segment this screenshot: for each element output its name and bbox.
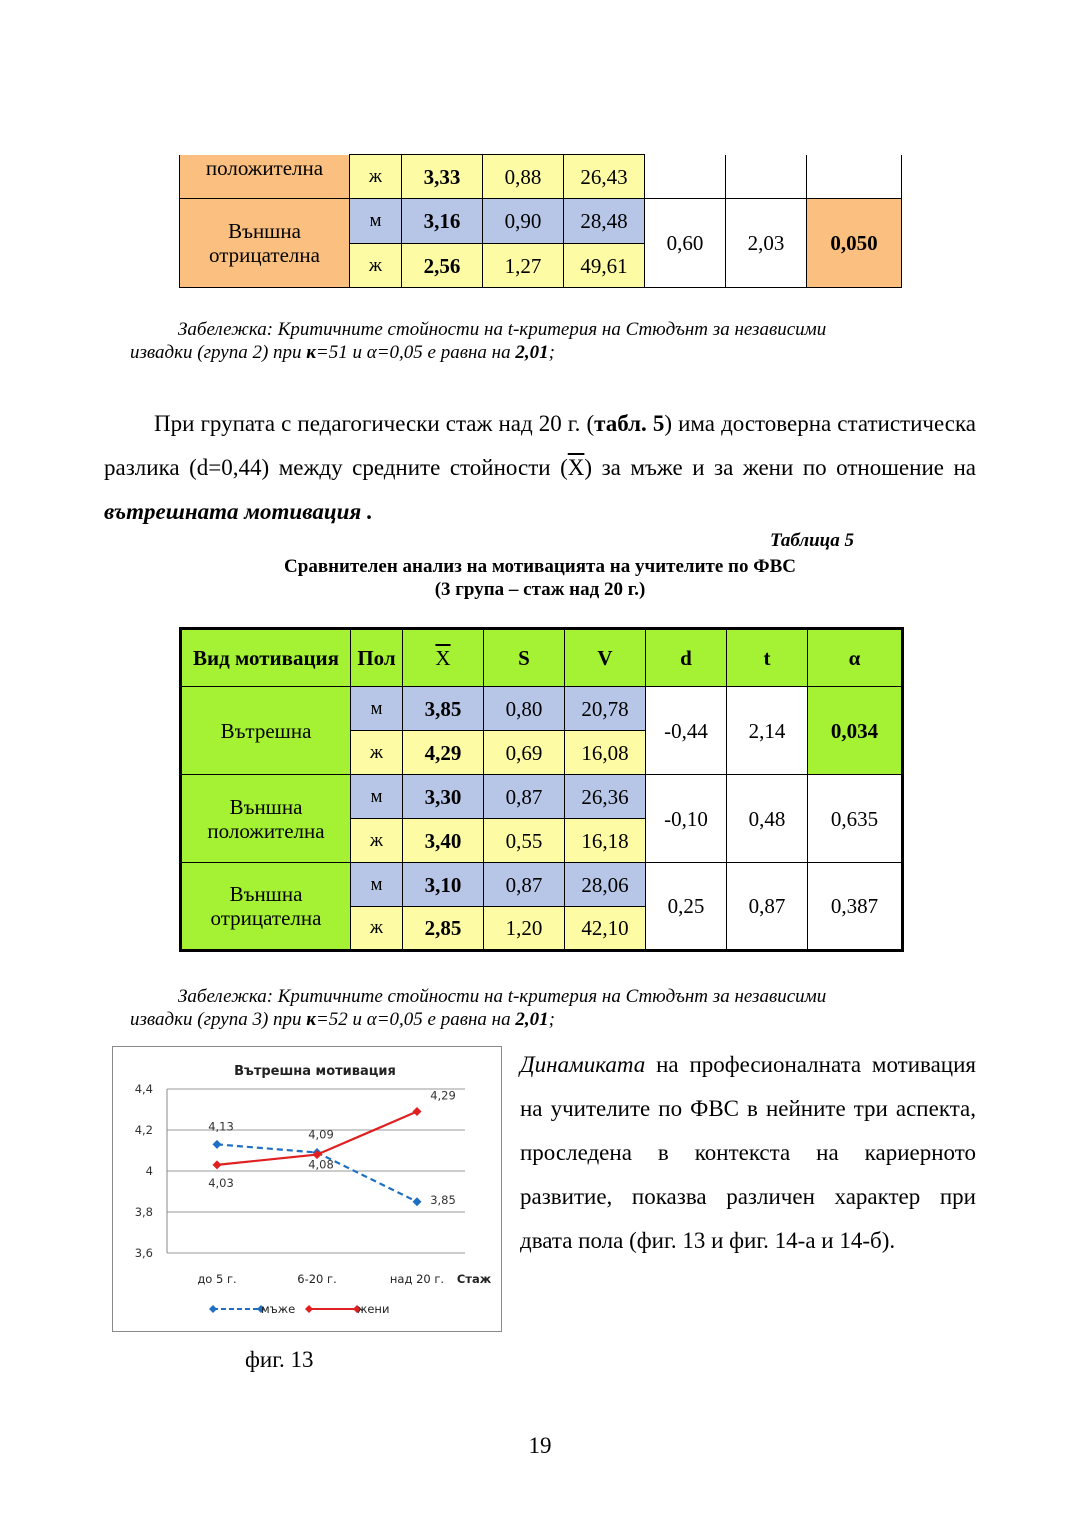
sd-cell: 0,55 — [484, 819, 565, 863]
column-header: α — [808, 629, 903, 687]
v-cell: 26,43 — [564, 155, 645, 199]
alpha-cell: 0,635 — [808, 775, 903, 863]
motivation-type-cell: положителна — [180, 155, 350, 199]
y-axis-ticks — [135, 1082, 153, 1260]
v-cell: 28,48 — [564, 199, 645, 244]
v-cell: 28,06 — [565, 863, 646, 907]
data-point — [413, 1197, 422, 1206]
column-header: V — [565, 629, 646, 687]
data-label: 4,09 — [308, 1127, 334, 1142]
page-number: 19 — [528, 1433, 552, 1458]
table-title: Сравнителен анализ на мотивацията на учителите по ФВС (3 група – стаж над 20 г.) — [284, 556, 796, 600]
sd-cell: 0,88 — [483, 155, 564, 199]
table-header-row — [181, 629, 903, 687]
note-line: Забележка: Критичните стойности на t-критерия на Стюдънт за независими — [178, 986, 827, 1007]
x-axis-ticks — [197, 1272, 444, 1286]
sd-cell: 0,80 — [484, 687, 565, 731]
v-cell: 16,18 — [565, 819, 646, 863]
table-note — [130, 985, 950, 1031]
data-label: 3,85 — [430, 1192, 456, 1207]
legend-marker — [209, 1305, 217, 1313]
sd-cell: 1,20 — [484, 907, 565, 951]
y-tick-label: 4 — [145, 1164, 153, 1178]
table-number: Таблица 5 — [769, 530, 854, 551]
paragraph: Динамиката на професионалната мотивация на учителите по ФВС в нейните три аспекта, проследена в контекста на кариерното развитие, показва различен характер при двата пола (фиг. 13 и фиг. 14-а и 14-б). — [520, 1052, 976, 1253]
y-tick-label: 4,2 — [134, 1123, 153, 1137]
data-label: 4,03 — [208, 1175, 234, 1190]
d-cell: 0,60 — [645, 199, 726, 288]
sd-cell: 0,90 — [483, 199, 564, 244]
t-cell — [726, 155, 807, 199]
v-cell: 42,10 — [565, 907, 646, 951]
mean-cell: 2,85 — [403, 907, 484, 951]
v-cell: 26,36 — [565, 775, 646, 819]
mean-cell: 3,40 — [403, 819, 484, 863]
column-header: S — [484, 629, 565, 687]
legend-marker — [305, 1305, 313, 1313]
note-line: извадки (група 2) при к=51 и α=0,05 е равна на 2,01; — [130, 342, 555, 363]
table-row — [180, 199, 902, 244]
t-cell: 0,87 — [727, 863, 808, 951]
alpha-cell: 0,034 — [808, 687, 903, 775]
sex-cell: ж — [350, 244, 402, 288]
paragraph: При групата с педагогически стаж над 20 г. (табл. 5) има достоверна статистическа разлика (d=0,44) между средните стойности $(\overline{X})$ за мъже и за жени по отношение на вътрешната мотивация . — [104, 411, 977, 524]
chart-legend — [209, 1302, 389, 1316]
data-label: 4,29 — [430, 1088, 456, 1103]
data-point — [413, 1107, 422, 1116]
motivation-type-cell: Външна положителна — [181, 775, 351, 863]
legend-label: жени — [357, 1302, 390, 1316]
column-header: Вид мотивация — [181, 629, 351, 687]
column-header: $\overline{X}$ — [403, 629, 484, 687]
table-row — [181, 687, 903, 731]
x-axis-label: Стаж — [456, 1272, 492, 1286]
top-table — [179, 154, 902, 288]
line-chart — [113, 1047, 501, 1331]
d-cell — [645, 155, 726, 199]
table-row — [181, 775, 903, 819]
mean-symbol: $\overline{X}$ — [567, 455, 585, 480]
data-point — [213, 1160, 222, 1169]
t-cell: 2,14 — [727, 687, 808, 775]
column-header: Пол — [351, 629, 403, 687]
sd-cell: 0,87 — [484, 775, 565, 819]
motivation-type-cell: Външна отрицателна — [181, 863, 351, 951]
table-row — [181, 863, 903, 907]
v-cell: 49,61 — [564, 244, 645, 288]
legend-label: мъже — [261, 1302, 296, 1316]
y-tick-label: 3,6 — [134, 1246, 153, 1260]
alpha-cell — [807, 155, 902, 199]
x-tick-label: над 20 г. — [389, 1272, 445, 1286]
t-cell: 0,48 — [727, 775, 808, 863]
sex-cell: ж — [351, 731, 403, 775]
column-header: d — [646, 629, 727, 687]
sex-cell: ж — [351, 907, 403, 951]
sd-cell: 1,27 — [483, 244, 564, 288]
data-label: 4,13 — [208, 1119, 234, 1134]
v-cell: 20,78 — [565, 687, 646, 731]
mean-cell: 3,16 — [402, 199, 483, 244]
sex-cell: ж — [350, 155, 402, 199]
mean-cell: 4,29 — [403, 731, 484, 775]
mean-cell: 3,85 — [403, 687, 484, 731]
sd-cell: 0,87 — [484, 863, 565, 907]
t-cell: 2,03 — [726, 199, 807, 288]
sex-cell: м — [351, 863, 403, 907]
v-cell: 16,08 — [565, 731, 646, 775]
x-tick-label: до 5 г. — [197, 1272, 237, 1286]
table-note — [130, 318, 950, 364]
note-line: Забележка: Критичните стойности на t-критерия на Стюдънт за независими — [178, 319, 827, 340]
figure-caption: фиг. 13 — [245, 1347, 314, 1372]
y-tick-label: 3,8 — [134, 1205, 153, 1219]
chart-title: Вътрешна мотивация — [234, 1064, 396, 1079]
sex-cell: ж — [351, 819, 403, 863]
data-point — [213, 1140, 222, 1149]
d-cell: 0,25 — [646, 863, 727, 951]
mean-cell: 2,56 — [402, 244, 483, 288]
mean-cell: 3,30 — [403, 775, 484, 819]
sd-cell: 0,69 — [484, 731, 565, 775]
column-header: t — [727, 629, 808, 687]
alpha-cell: 0,050 — [807, 199, 902, 288]
sex-cell: м — [351, 775, 403, 819]
mean-cell: 3,33 — [402, 155, 483, 199]
x-tick-label: 6-20 г. — [297, 1272, 337, 1286]
sex-cell: м — [350, 199, 402, 244]
d-cell: -0,44 — [646, 687, 727, 775]
d-cell: -0,10 — [646, 775, 727, 863]
alpha-cell: 0,387 — [808, 863, 903, 951]
sex-cell: м — [351, 687, 403, 731]
mean-cell: 3,10 — [403, 863, 484, 907]
motivation-type-cell: Вътрешна — [181, 687, 351, 775]
motivation-type-cell: Външна отрицателна — [180, 199, 350, 288]
table-5 — [179, 627, 904, 952]
chart-frame — [112, 1046, 502, 1332]
y-tick-label: 4,4 — [134, 1082, 153, 1096]
data-label: 4,08 — [308, 1157, 334, 1172]
note-line: извадки (група 3) при к=52 и α=0,05 е равна на 2,01; — [130, 1009, 555, 1030]
table-row — [180, 155, 902, 199]
chart-series — [208, 1089, 456, 1207]
